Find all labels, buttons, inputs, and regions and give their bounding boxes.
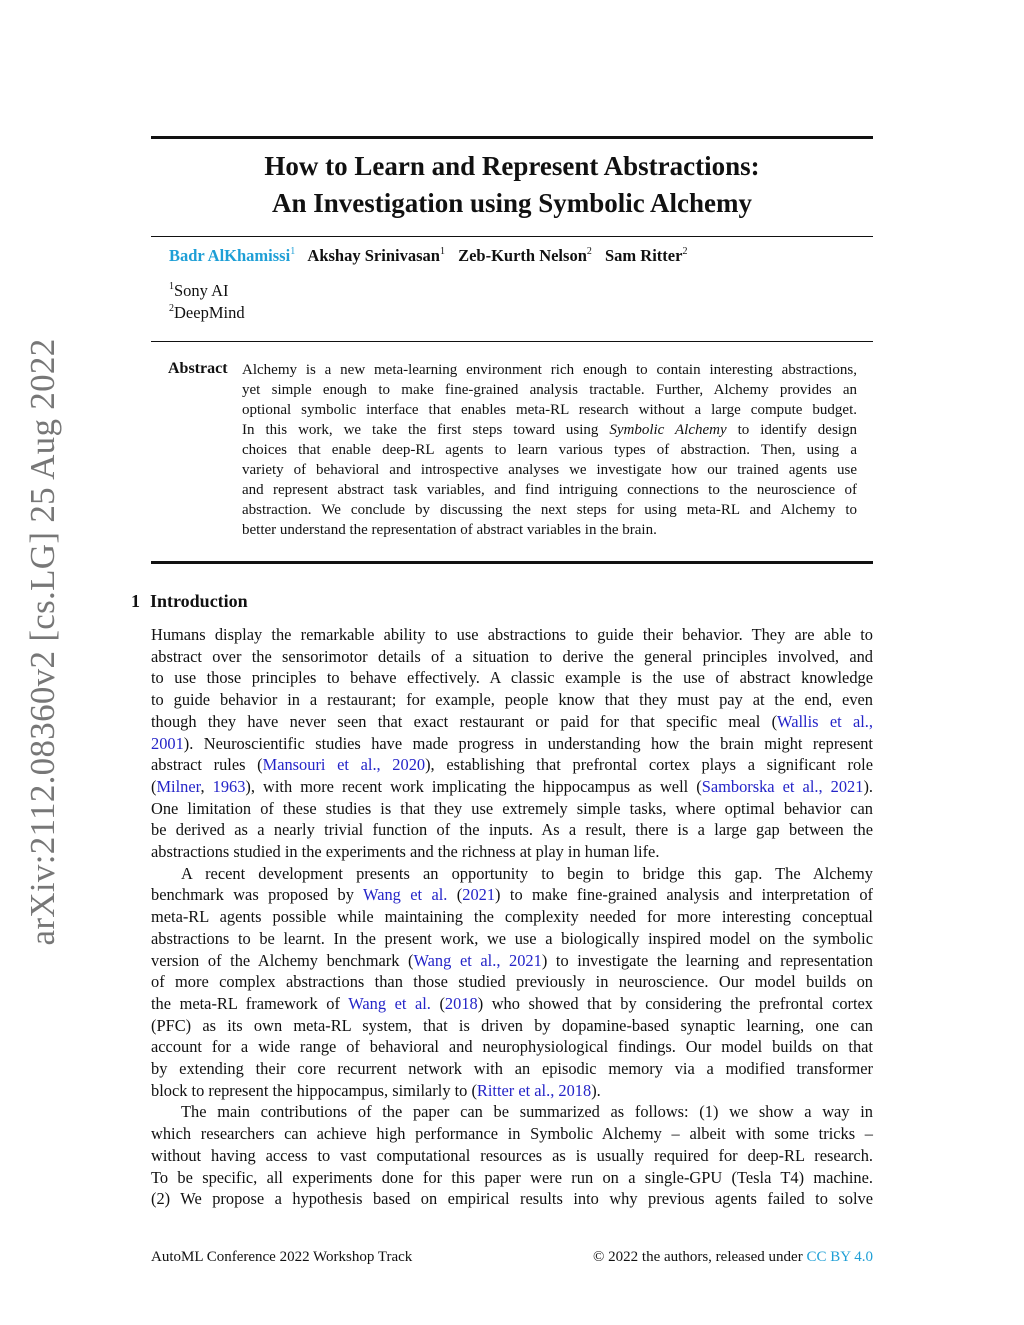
affiliation-rule xyxy=(151,341,873,342)
section-heading xyxy=(131,591,248,612)
text-line xyxy=(242,480,857,500)
author-affiliation-mark: 1 xyxy=(290,246,296,257)
author-link[interactable] xyxy=(169,246,295,265)
title-rule xyxy=(151,236,873,237)
text-segment: though they have never seen that exact restaurant or paid for that specific meal ( xyxy=(151,711,778,731)
text-line xyxy=(151,971,873,993)
author xyxy=(605,246,687,265)
text-segment: abstractions to be learnt. In the present work, we use a biologically inspired model on the symbolic xyxy=(151,928,873,948)
text-segment: ), with more recent work implicating the hippocampus as well ( xyxy=(245,776,702,796)
text-line xyxy=(242,400,857,420)
paper-title-line-2: An Investigation using Symbolic Alchemy xyxy=(271,188,753,218)
text-segment: be derived as a nearly trivial function of the inputs. As a result, there is a large gap between the xyxy=(151,820,873,840)
text-line xyxy=(151,1167,873,1189)
section-number: 1 xyxy=(131,591,140,611)
text-line xyxy=(151,884,873,906)
author xyxy=(307,246,445,265)
text-segment: ( xyxy=(430,993,445,1013)
text-line xyxy=(151,646,873,668)
section-title: Introduction xyxy=(150,591,248,611)
text-line xyxy=(242,460,857,480)
text-line xyxy=(151,906,873,928)
text-line xyxy=(242,420,857,440)
footer-venue: AutoML Conference 2022 Workshop Track xyxy=(151,1249,413,1265)
text-line xyxy=(151,624,873,646)
text-segment: ) to make fine-grained analysis and interpretation of xyxy=(495,885,873,905)
text-segment: A recent development presents an opportunity to begin to bridge this gap. The Alchemy xyxy=(181,863,873,883)
text-segment: ). xyxy=(863,776,874,796)
citation-link[interactable]: 2021 xyxy=(462,885,496,905)
text-line xyxy=(151,733,873,755)
text-segment: version of the Alchemy benchmark ( xyxy=(151,950,414,970)
text-segment: abstract rules ( xyxy=(151,755,263,775)
abstract-label: Abstract xyxy=(168,360,228,377)
text-line xyxy=(151,1080,873,1102)
abstract-body xyxy=(242,360,857,540)
text-segment: to use those principles to behave effectively. A classic example is the use of abstract knowledge xyxy=(151,668,873,688)
text-segment: optional symbolic interface that enables meta-RL research without a large compute budget. xyxy=(242,402,857,418)
copyright-text: © 2022 the authors, released under xyxy=(593,1249,807,1265)
text-line xyxy=(151,667,873,689)
citation-link[interactable]: Mansouri et al., 2020 xyxy=(262,755,426,775)
text-segment: better understand the representation of abstract variables in the brain. xyxy=(242,522,657,538)
text-segment: variety of behavioral and introspective analyses we investigate how our trained agents use xyxy=(242,462,857,478)
text-segment: abstract over the sensorimotor details of a situation to derive the general principles involved, and xyxy=(151,646,873,666)
text-line xyxy=(151,754,873,776)
citation-link[interactable]: Wang et al., 2021 xyxy=(413,950,542,970)
paragraph xyxy=(151,863,873,1102)
text-segment: ), establishing that prefrontal cortex plays a significant role xyxy=(425,755,873,775)
author-name: Zeb-Kurth Nelson xyxy=(458,246,587,265)
text-segment: to guide behavior in a restaurant; for example, people know that they must pay at the end, even xyxy=(151,690,873,710)
text-segment: , xyxy=(200,776,213,796)
text-segment: block to represent the hippocampus, similarly to ( xyxy=(151,1080,477,1100)
affiliation-name: Sony AI xyxy=(174,281,229,300)
text-line xyxy=(151,1188,873,1210)
text-segment: In this work, we take the first steps toward using xyxy=(242,422,610,438)
text-line xyxy=(151,993,873,1015)
citation-link[interactable]: Wang et al. xyxy=(348,993,431,1013)
introduction-body xyxy=(151,624,873,1210)
text-segment: ( xyxy=(151,776,157,796)
emphasized-text: Symbolic Alchemy xyxy=(609,422,727,438)
citation-link[interactable]: Milner xyxy=(156,776,201,796)
text-segment: abstraction. We conclude by discussing the next steps for using meta-RL and Alchemy to xyxy=(242,502,857,518)
affiliation-mark: 2 xyxy=(169,303,174,314)
text-line xyxy=(242,380,857,400)
citation-link[interactable]: Ritter et al., 2018 xyxy=(476,1080,592,1100)
author-list xyxy=(169,246,696,266)
affiliation-mark: 1 xyxy=(169,281,174,292)
text-segment: (2) We propose a hypothesis based on empirical results into why previous agents failed to solve xyxy=(151,1189,873,1209)
author-name: Sam Ritter xyxy=(605,246,683,265)
text-line xyxy=(151,841,873,863)
text-segment: benchmark was proposed by xyxy=(151,885,364,905)
text-line xyxy=(151,1101,873,1123)
text-line xyxy=(242,500,857,520)
author xyxy=(458,246,592,265)
text-segment: account for a wide range of behavioral and neurophysiological findings. Our model builds on that xyxy=(151,1037,873,1057)
text-segment: and represent abstract task variables, and find intriguing connections to the neuroscience of xyxy=(242,482,857,498)
license-link[interactable]: CC BY 4.0 xyxy=(806,1249,873,1265)
text-line xyxy=(151,1036,873,1058)
text-segment: abstractions studied in the experiments and the richness at play in human life. xyxy=(151,842,660,862)
text-line xyxy=(151,928,873,950)
citation-link[interactable]: Samborska et al., 2021 xyxy=(701,776,864,796)
text-line xyxy=(242,520,857,540)
text-segment: To be specific, all experiments done for this paper were run on a single-GPU (Tesla T4) machine. xyxy=(151,1167,873,1187)
author-affiliation-mark: 2 xyxy=(586,246,592,257)
footer-copyright xyxy=(593,1249,873,1266)
affiliation-name: DeepMind xyxy=(174,303,245,322)
text-line xyxy=(151,863,873,885)
abstract-rule xyxy=(151,561,873,564)
text-line xyxy=(242,440,857,460)
text-segment: Humans display the remarkable ability to use abstractions to guide their behavior. They are able to xyxy=(151,625,873,644)
text-line xyxy=(151,689,873,711)
text-line xyxy=(151,950,873,972)
text-segment: which researchers can achieve high performance in Symbolic Alchemy – albeit with some tricks – xyxy=(151,1124,873,1144)
text-line xyxy=(242,360,857,380)
text-segment: without having access to vast computational resources as is usually required for deep-RL research. xyxy=(151,1145,873,1165)
text-segment: ). Neuroscientific studies have made progress in understanding how the brain might represent xyxy=(183,733,873,753)
text-segment: choices that enable deep-RL agents to learn various types of abstraction. Then, using a xyxy=(242,442,857,458)
text-line xyxy=(151,1123,873,1145)
text-segment: One limitation of these studies is that they use extremely simple tasks, where optimal behavior can xyxy=(151,798,873,818)
text-segment: to identify design xyxy=(726,422,857,438)
text-line xyxy=(151,798,873,820)
text-segment: yet simple enough to make fine-grained analysis tractable. Further, Alchemy provides an xyxy=(242,382,857,398)
text-segment: ) to investigate the learning and representation xyxy=(541,950,874,970)
author-affiliation-mark: 1 xyxy=(439,246,445,257)
author-name[interactable]: Badr AlKhamissi xyxy=(169,246,291,265)
arxiv-identifier-stamp: arXiv:2112.08360v2 [cs.LG] 25 Aug 2022 xyxy=(23,338,62,946)
text-line xyxy=(151,776,873,798)
text-segment: Alchemy is a new meta-learning environment rich enough to contain interesting abstractions, xyxy=(242,362,857,378)
text-segment: ( xyxy=(447,885,463,905)
citation-link[interactable]: 2018 xyxy=(444,993,478,1013)
text-line xyxy=(151,711,873,733)
citation-link[interactable]: Wang et al. xyxy=(363,885,448,905)
text-segment: of more complex abstractions than those studied previously in neuroscience. Our model builds on xyxy=(151,972,873,992)
affiliation xyxy=(169,303,245,323)
text-segment: ) who showed that by considering the prefrontal cortex xyxy=(477,993,873,1013)
citation-link[interactable]: 1963 xyxy=(212,776,246,796)
affiliation xyxy=(169,281,229,301)
citation-link[interactable]: 2001 xyxy=(151,733,184,753)
text-segment: the meta-RL framework of xyxy=(151,993,349,1013)
citation-link[interactable]: Wallis et al., xyxy=(777,711,873,731)
text-segment: meta-RL agents possible while maintaining the complexity needed for more interesting conceptual xyxy=(151,907,873,927)
author-affiliation-mark: 2 xyxy=(682,246,688,257)
text-segment: (PFC) as its own meta-RL system, that is driven by dopamine-based synaptic learning, one can xyxy=(151,1015,873,1035)
text-line xyxy=(151,819,873,841)
text-segment: by extending their core recurrent network with an episodic memory via a modified transformer xyxy=(151,1059,873,1079)
text-segment: ). xyxy=(591,1080,601,1100)
text-line xyxy=(151,1145,873,1167)
paragraph xyxy=(151,1101,873,1210)
paragraph xyxy=(151,624,873,863)
text-line xyxy=(151,1015,873,1037)
paper-title-line-1: How to Learn and Represent Abstractions: xyxy=(264,151,760,181)
text-line xyxy=(151,1058,873,1080)
top-rule xyxy=(151,136,873,139)
text-segment: The main contributions of the paper can be summarized as follows: (1) we show a way in xyxy=(181,1102,873,1122)
author-name: Akshay Srinivasan xyxy=(307,246,440,265)
